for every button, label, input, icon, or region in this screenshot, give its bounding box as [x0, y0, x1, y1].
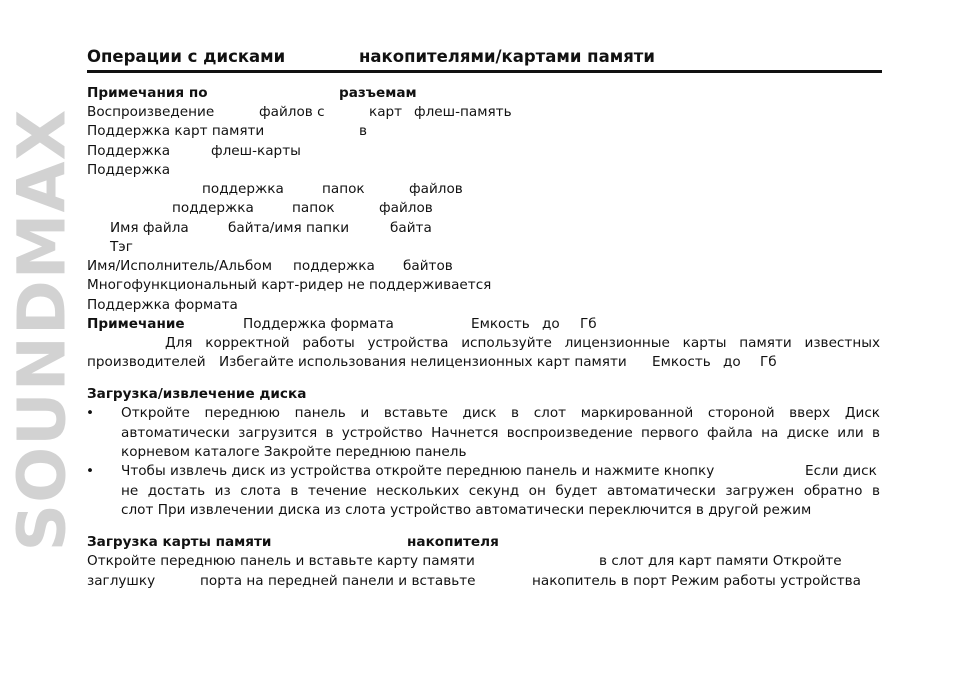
card-line2-b: порта на передней панели и вставьте	[200, 573, 476, 589]
card-section-heading-a: Загрузка карты памяти	[87, 534, 272, 550]
card-section-heading-b: накопителя	[407, 534, 499, 550]
note-paragraph-line2-c: Емкость	[652, 354, 711, 370]
disc-section-heading: Загрузка/извлечение диска	[87, 386, 307, 402]
notes-row3-b: флеш-карты	[211, 143, 301, 159]
disc-item2-line2: не достать из слота в течение нескольких секунд он будет автоматически загружен обратно в	[121, 483, 880, 499]
disc-item1-line3: корневом каталоге Закройте переднюю панель	[121, 444, 467, 460]
disc-item1-line1: Откройте переднюю панель и вставьте диск в слот маркированной стороной вверх Диск	[121, 405, 880, 421]
notes-row6-b: папок	[292, 200, 335, 216]
disc-item2-line3: слот При извлечении диска из слота устройство автоматически переключится в другой режим	[121, 502, 812, 518]
notes-row5-c: файлов	[409, 181, 463, 197]
card-line2-c: накопитель в порт Режим работы устройства	[532, 573, 861, 589]
notes-row7-a: Имя файла	[110, 220, 189, 236]
notes-row9-c: байтов	[403, 258, 453, 274]
notes-row7-c: байта	[390, 220, 432, 236]
page-title-part1: Операции с дисками	[87, 47, 286, 66]
notes-row9-a: Имя/Исполнитель/Альбом	[87, 258, 272, 274]
note-paragraph-line1: Для корректной работы устройства используйте лицензионные карты памяти известных	[165, 335, 880, 351]
note-text-c: до	[542, 316, 560, 332]
notes-row2-b: в	[359, 123, 368, 139]
notes-row4-a: Поддержка	[87, 162, 171, 178]
note-text-d: Гб	[580, 316, 597, 332]
note-paragraph-line2-b: Избегайте использования нелицензионных карт памяти	[219, 354, 627, 370]
note-paragraph-line2-e: Гб	[760, 354, 777, 370]
notes-row1-b: файлов с	[259, 104, 325, 120]
note-paragraph-line2-d: до	[723, 354, 741, 370]
notes-row5-b: папок	[322, 181, 365, 197]
title-divider	[87, 70, 882, 73]
notes-row6-a: поддержка	[172, 200, 254, 216]
note-text-b: Емкость	[471, 316, 530, 332]
notes-row8-a: Тэг	[110, 239, 133, 255]
note-text-a: Поддержка формата	[243, 316, 394, 332]
card-line1-b: в слот для карт памяти Откройте	[599, 553, 842, 569]
notes-heading-b: разъемам	[339, 85, 417, 101]
notes-row1-c: карт	[369, 104, 403, 120]
brand-logo-text: SOUNDMAX	[3, 108, 80, 552]
note-paragraph-line2-a: производителей	[87, 354, 206, 370]
notes-row3-a: Поддержка	[87, 143, 171, 159]
notes-row6-c: файлов	[379, 200, 433, 216]
notes-row11: Поддержка формата	[87, 297, 238, 313]
notes-row5-a: поддержка	[202, 181, 284, 197]
disc-item2-line1-b: Если диск	[805, 463, 877, 479]
notes-row1-a: Воспроизведение	[87, 104, 215, 120]
notes-heading-a: Примечания по	[87, 85, 208, 101]
notes-row7-b: байта/имя папки	[228, 220, 350, 236]
notes-row9-b: поддержка	[293, 258, 375, 274]
bullet-dot: •	[86, 463, 95, 479]
card-line2-a: заглушку	[87, 573, 156, 589]
notes-row2-a: Поддержка карт памяти	[87, 123, 265, 139]
disc-item1-line2: автоматически загрузится в устройство Начнется воспроизведение первого файла на диске или в	[121, 425, 880, 441]
notes-row10: Многофункциональный карт-ридер не поддерживается	[87, 277, 492, 293]
bullet-dot: •	[86, 405, 95, 421]
disc-item2-line1-a: Чтобы извлечь диск из устройства откройте переднюю панель и нажмите кнопку	[121, 463, 715, 479]
brand-watermark	[3, 52, 80, 608]
notes-row1-d: флеш-память	[414, 104, 512, 120]
note-label: Примечание	[87, 316, 185, 332]
card-line1-a: Откройте переднюю панель и вставьте карту памяти	[87, 553, 475, 569]
page-title-part2: накопителями/картами памяти	[359, 47, 655, 66]
